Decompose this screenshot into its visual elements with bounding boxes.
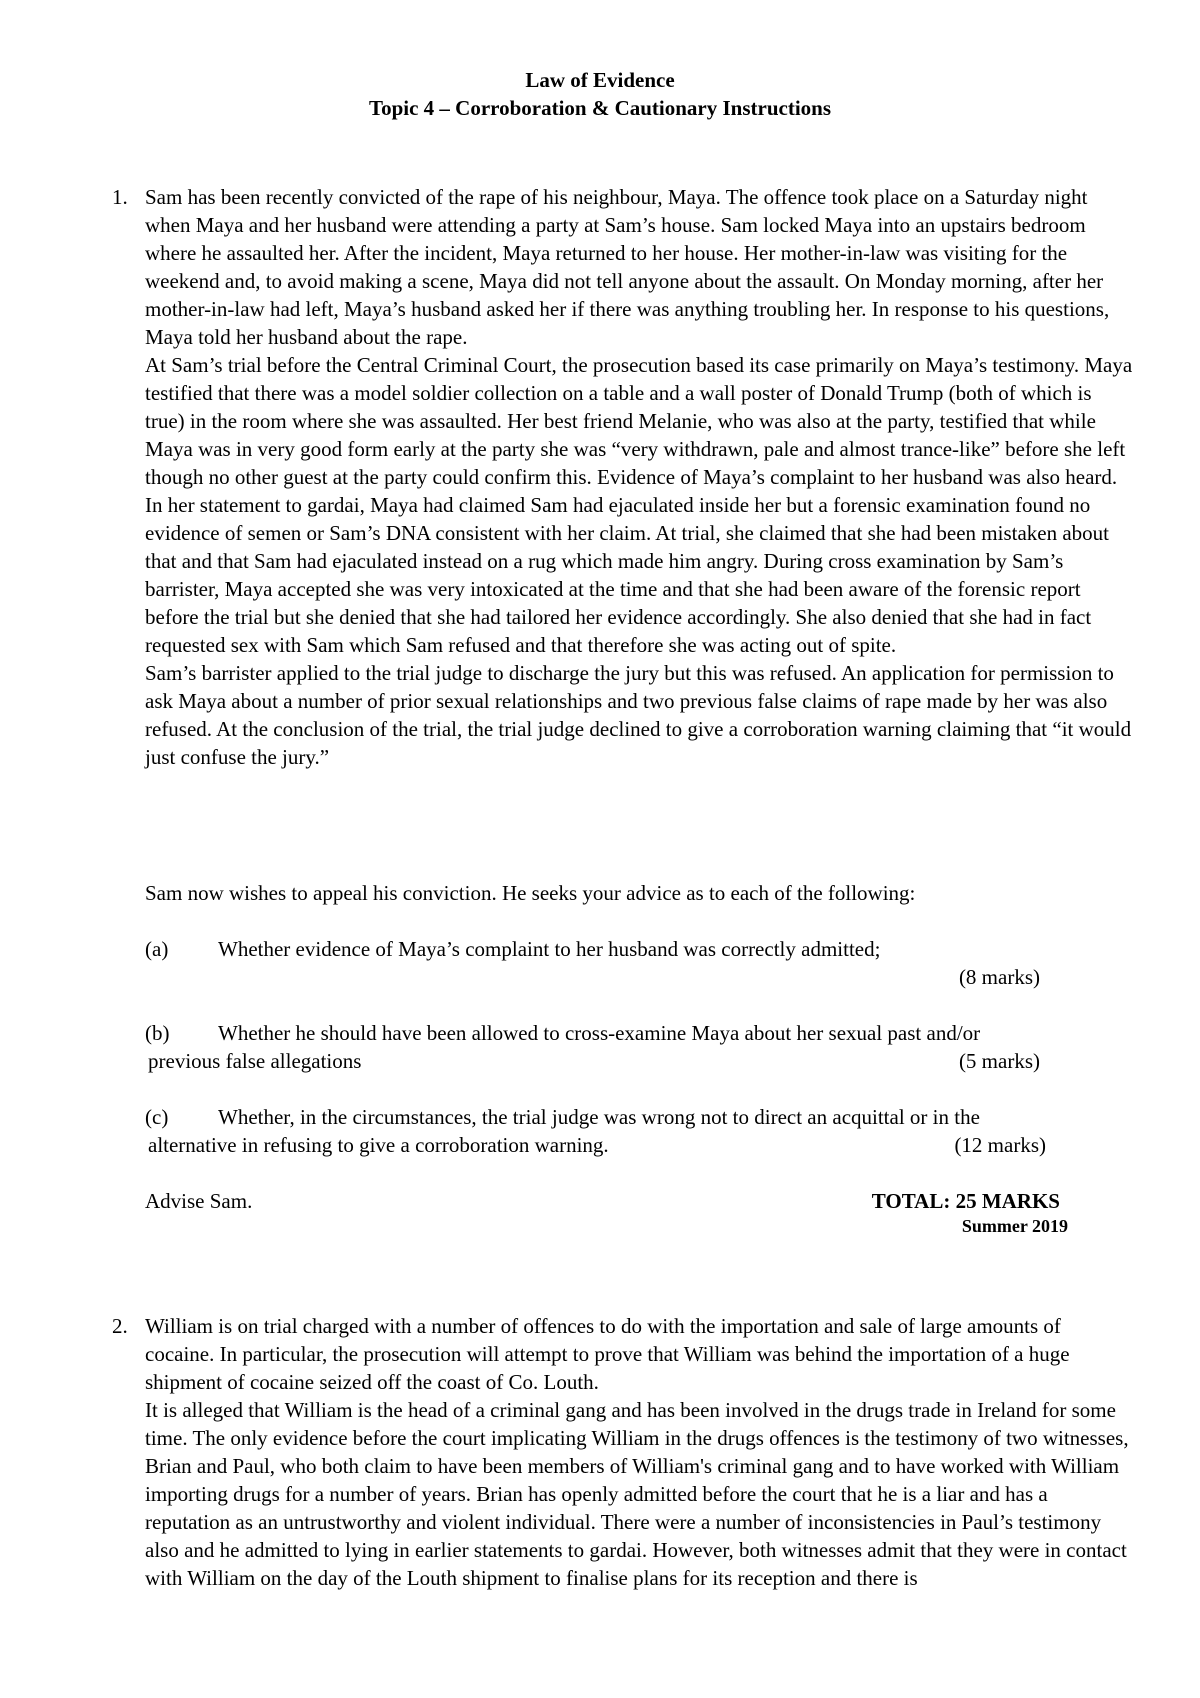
part-b-marks: (5 marks): [958, 1049, 1040, 1073]
question-1-paragraph-4: Sam’s barrister applied to the trial judge to discharge the jury but this was refused. An application for permission to ask Maya about a number of prior sexual relationships and two previous false claims of rape made by her was also refused. At the conclusion of the trial, the trial judge declined to give a corroboration warning claiming that “it would just confuse the jury.”: [145, 661, 1132, 769]
question-1-paragraph-2: At Sam’s trial before the Central Criminal Court, the prosecution based its case primarily on Maya’s testimony. Maya testified that there was a model soldier collection on a table and a wall poster of Donald Trump (both of which is true) in the room where she was assaulted. Her best friend Melanie, who was also at the party, testified that while Maya was in very good form early at the party she was “very withdrawn, pale and almost trance-like” before she left though no other guest at the party could confirm this. Evidence of Maya’s complaint to her husband was also heard.: [145, 353, 1133, 489]
question-2-number: 2.: [112, 1314, 128, 1338]
part-b-text: Whether he should have been allowed to cross-examine Maya about her sexual past and/or: [218, 1021, 981, 1045]
question-1-body: [145, 183, 1135, 771]
question-2-paragraph-2: It is alleged that William is the head of a criminal gang and has been involved in the drugs trade in Ireland for some time. The only evidence before the court implicating William in the drugs offences is the testimony of two witnesses, Brian and Paul, who both claim to have been members of William's criminal gang and to have worked with William importing drugs for a number of years. Brian has openly admitted before the court that he is a liar and has a reputation as an untrustworthy and violent individual. There were a number of inconsistencies in Paul’s testimony also and he admitted to lying in earlier statements to gardai. However, both witnesses admit that they were in contact with William on the day of the Louth shipment to finalise plans for its reception and there is: [145, 1398, 1129, 1590]
part-c-text: Whether, in the circumstances, the trial judge was wrong not to direct an acquittal or in the: [218, 1105, 980, 1129]
document-title: Law of Evidence: [525, 68, 675, 92]
question-1-number: 1.: [112, 185, 128, 209]
advise-line: Advise Sam.: [145, 1189, 253, 1213]
question-2-paragraph-1: William is on trial charged with a number of offences to do with the importation and sale of large amounts of cocaine. In particular, the prosecution will attempt to prove that William was behind the importation of a huge shipment of cocaine seized off the coast of Co. Louth.: [145, 1314, 1070, 1394]
total-marks: TOTAL: 25 MARKS: [871, 1189, 1060, 1213]
question-2-body: [145, 1312, 1135, 1592]
part-c-text-continued: alternative in refusing to give a corroboration warning.: [148, 1133, 609, 1157]
part-b-label: (b): [145, 1021, 170, 1045]
part-c-marks: (12 marks): [954, 1133, 1046, 1157]
document-subtitle: Topic 4 – Corroboration & Cautionary Instructions: [368, 96, 832, 120]
question-1-paragraph-1: Sam has been recently convicted of the rape of his neighbour, Maya. The offence took place on a Saturday night when Maya and her husband were attending a party at Sam’s house. Sam locked Maya into an upstairs bedroom where he assaulted her. After the incident, Maya returned to her house. Her mother-in-law was visiting for the weekend and, to avoid making a scene, Maya did not tell anyone about the assault. On Monday morning, after her mother-in-law had left, Maya’s husband asked her if there was anything troubling her. In response to his questions, Maya told her husband about the rape.: [145, 185, 1110, 349]
part-a-label: (a): [145, 937, 169, 961]
question-1-instruction: Sam now wishes to appeal his conviction. He seeks your advice as to each of the following:: [145, 881, 916, 905]
part-c-label: (c): [145, 1105, 169, 1129]
part-b-text-continued: previous false allegations: [148, 1049, 362, 1073]
question-1-paragraph-3: In her statement to gardai, Maya had claimed Sam had ejaculated inside her but a forensic examination found no evidence of semen or Sam’s DNA consistent with her claim. At trial, she claimed that she had been mistaken about that and that Sam had ejaculated instead on a rug which made him angry. During cross examination by Sam’s barrister, Maya accepted she was very intoxicated at the time and that she had been aware of the forensic report before the trial but she denied that she had tailored her evidence accordingly. She also denied that she had in fact requested sex with Sam which Sam refused and that therefore she was acting out of spite.: [145, 493, 1110, 657]
exam-session: Summer 2019: [961, 1216, 1068, 1236]
part-a-text: Whether evidence of Maya’s complaint to her husband was correctly admitted;: [218, 937, 881, 961]
part-a-marks: (8 marks): [958, 965, 1040, 989]
